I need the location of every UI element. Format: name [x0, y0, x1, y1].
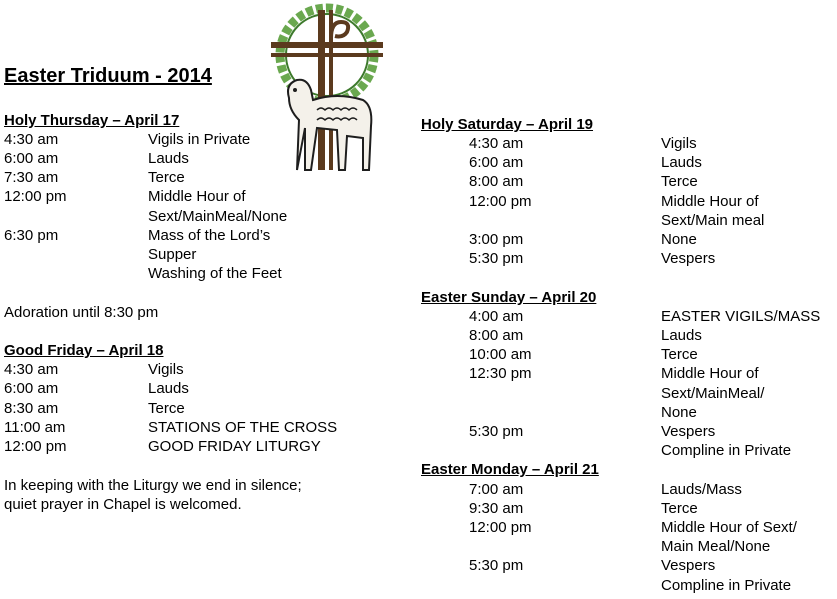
schedule-event: Vespers [661, 423, 716, 440]
schedule-event: Terce [661, 173, 698, 190]
schedule-event: Terce [148, 169, 185, 186]
section-heading-saturday: Holy Saturday – April 19 [421, 116, 594, 133]
schedule-event: Sext/MainMeal/ [661, 385, 765, 402]
schedule-time: 12:00 pm [469, 193, 532, 210]
schedule-event: Vigils in Private [148, 131, 251, 148]
schedule-event: Compline in Private [661, 577, 792, 594]
schedule-time: 5:30 pm [469, 250, 524, 267]
schedule-event: Vespers [661, 250, 716, 267]
schedule-event: Main Meal/None [661, 538, 771, 555]
schedule-event: Vigils [148, 361, 184, 378]
section-heading-friday: Good Friday – April 18 [4, 342, 164, 359]
schedule-event: Lauds/Mass [661, 481, 742, 498]
schedule-time: 6:00 am [4, 380, 59, 397]
schedule-time: 11:00 am [4, 419, 66, 436]
schedule-time: 6:00 am [469, 154, 524, 171]
lamb-cross-wreath-icon [267, 0, 387, 180]
schedule-event: Lauds [661, 154, 702, 171]
schedule-event: GOOD FRIDAY LITURGY [148, 438, 321, 455]
schedule-time: 4:30 am [469, 135, 524, 152]
schedule-event: None [661, 231, 697, 248]
schedule-event: Terce [148, 400, 185, 417]
schedule-event: Vigils [661, 135, 697, 152]
schedule-time: 6:30 pm [4, 227, 59, 244]
schedule-event: Supper [148, 246, 197, 263]
schedule-time: 12:00 pm [4, 438, 67, 455]
schedule-time: 8:00 am [469, 173, 524, 190]
schedule-event: Lauds [661, 327, 702, 344]
schedule-time: 12:00 pm [4, 188, 67, 205]
schedule-time: 12:30 pm [469, 365, 532, 382]
schedule-event: Vespers [661, 557, 716, 574]
schedule-event: Compline in Private [661, 442, 792, 459]
schedule-event: Mass of the Lord’s [148, 227, 271, 244]
schedule-event: Washing of the Feet [148, 265, 282, 282]
adoration-note: Adoration until 8:30 pm [4, 304, 159, 321]
schedule-event: Terce [661, 346, 698, 363]
schedule-event: STATIONS OF THE CROSS [148, 419, 338, 436]
silence-note: quiet prayer in Chapel is welcomed. [4, 496, 242, 513]
section-heading-thursday: Holy Thursday – April 17 [4, 112, 180, 129]
schedule-time: 4:30 am [4, 131, 59, 148]
schedule-event: None [661, 404, 697, 421]
schedule-time: 10:00 am [469, 346, 532, 363]
schedule-event: Middle Hour of [148, 188, 246, 205]
schedule-time: 8:30 am [4, 400, 59, 417]
schedule-event: Terce [661, 500, 698, 517]
schedule-event: Middle Hour of [661, 365, 759, 382]
silence-note: In keeping with the Liturgy we end in silence; [4, 477, 302, 494]
schedule-time: 3:00 pm [469, 231, 524, 248]
schedule-time: 4:30 am [4, 361, 59, 378]
schedule-time: 5:30 pm [469, 557, 524, 574]
schedule-time: 7:00 am [469, 481, 524, 498]
schedule-time: 7:30 am [4, 169, 59, 186]
schedule-time: 6:00 am [4, 150, 59, 167]
schedule-time: 5:30 pm [469, 423, 524, 440]
schedule-event: Lauds [148, 150, 189, 167]
schedule-event: Sext/MainMeal/None [148, 208, 288, 225]
schedule-event: EASTER VIGILS/MASS [661, 308, 821, 325]
schedule-event: Sext/Main meal [661, 212, 765, 229]
page-title: Easter Triduum - 2014 [4, 65, 212, 87]
schedule-event: Middle Hour of Sext/ [661, 519, 797, 536]
schedule-time: 8:00 am [469, 327, 524, 344]
schedule-event: Lauds [148, 380, 189, 397]
section-heading-monday: Easter Monday – April 21 [421, 461, 599, 478]
schedule-time: 12:00 pm [469, 519, 532, 536]
schedule-time: 4:00 am [469, 308, 524, 325]
section-heading-sunday: Easter Sunday – April 20 [421, 289, 597, 306]
schedule-event: Middle Hour of [661, 193, 759, 210]
schedule-time: 9:30 am [469, 500, 524, 517]
